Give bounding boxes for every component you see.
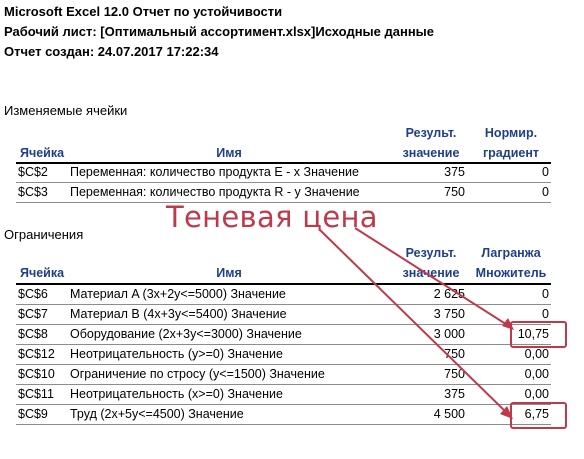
row-name: Материал B (4x+3y<=5400) Значение — [70, 307, 287, 321]
row-name: Труд (2x+5y<=4500) Значение — [70, 407, 244, 421]
header-cell: Ячейка — [19, 266, 65, 280]
row-value: 4 500 — [433, 407, 465, 421]
row-multiplier: 10,75 — [517, 327, 549, 341]
row-name: Переменная: количество продукта E - x Значение — [70, 165, 359, 179]
row-cell-ref: $C$8 — [18, 327, 48, 341]
header-value-line1: Результ. — [405, 246, 457, 260]
header-cell: Ячейка — [19, 146, 65, 160]
row-cell-ref: $C$3 — [18, 185, 48, 199]
row-multiplier: 0 — [542, 307, 549, 321]
report-title: Microsoft Excel 12.0 Отчет по устойчивости — [4, 4, 283, 19]
report-created: Отчет создан: 24.07.2017 17:22:34 — [4, 44, 219, 59]
row-name: Неотрицательность (y>=0) Значение — [70, 347, 283, 361]
arrow-to-labor — [320, 230, 510, 416]
row-cell-ref: $C$10 — [18, 367, 55, 381]
arrowhead-equipment — [502, 318, 514, 330]
row-name: Оборудование (2x+3y<=3000) Значение — [70, 327, 302, 341]
header-multiplier-line1: Лагранжа — [481, 246, 541, 260]
row-value: 375 — [444, 165, 465, 179]
worksheet-name: Рабочий лист: [Оптимальный ассортимент.xlsx]Исходные данные — [4, 24, 435, 39]
row-value: 375 — [444, 387, 465, 401]
header-value-line1: Результ. — [405, 126, 457, 140]
row-gradient: 0 — [542, 165, 549, 179]
header-name: Имя — [216, 266, 242, 280]
header-multiplier-line2: Множитель — [475, 266, 547, 280]
row-multiplier: 6,75 — [524, 407, 549, 421]
header-gradient-line1: Нормир. — [484, 126, 538, 140]
constraints-section-title: Ограничения — [4, 227, 84, 242]
row-cell-ref: $C$2 — [18, 165, 48, 179]
row-value: 3 750 — [433, 307, 465, 321]
row-name: Неотрицательность (x>=0) Значение — [70, 387, 283, 401]
row-multiplier: 0,00 — [524, 347, 549, 361]
row-cell-ref: $C$12 — [18, 347, 55, 361]
row-cell-ref: $C$9 — [18, 407, 48, 421]
row-multiplier: 0 — [542, 287, 549, 301]
row-multiplier: 0,00 — [524, 367, 549, 381]
row-name: Переменная: количество продукта R - y Значение — [70, 185, 360, 199]
row-value: 750 — [444, 185, 465, 199]
variable-cells-section-title: Изменяемые ячейки — [4, 103, 128, 118]
row-value: 750 — [444, 347, 465, 361]
arrow-to-equipment — [355, 228, 512, 328]
row-cell-ref: $C$6 — [18, 287, 48, 301]
row-value: 2 625 — [433, 287, 465, 301]
row-gradient: 0 — [542, 185, 549, 199]
header-value-line2: значение — [402, 146, 460, 160]
header-gradient-line2: градиент — [482, 146, 540, 160]
row-cell-ref: $C$11 — [18, 387, 54, 401]
header-name: Имя — [216, 146, 242, 160]
shadow-price-annotation: Теневая цена — [166, 200, 378, 234]
header-value-line2: значение — [402, 266, 460, 280]
row-cell-ref: $C$7 — [18, 307, 48, 321]
row-value: 3 000 — [433, 327, 465, 341]
row-name: Ограничение по стросу (y<=1500) Значение — [70, 367, 325, 381]
row-name: Материал A (3x+2y<=5000) Значение — [70, 287, 286, 301]
row-multiplier: 0,00 — [524, 387, 549, 401]
row-value: 750 — [444, 367, 465, 381]
